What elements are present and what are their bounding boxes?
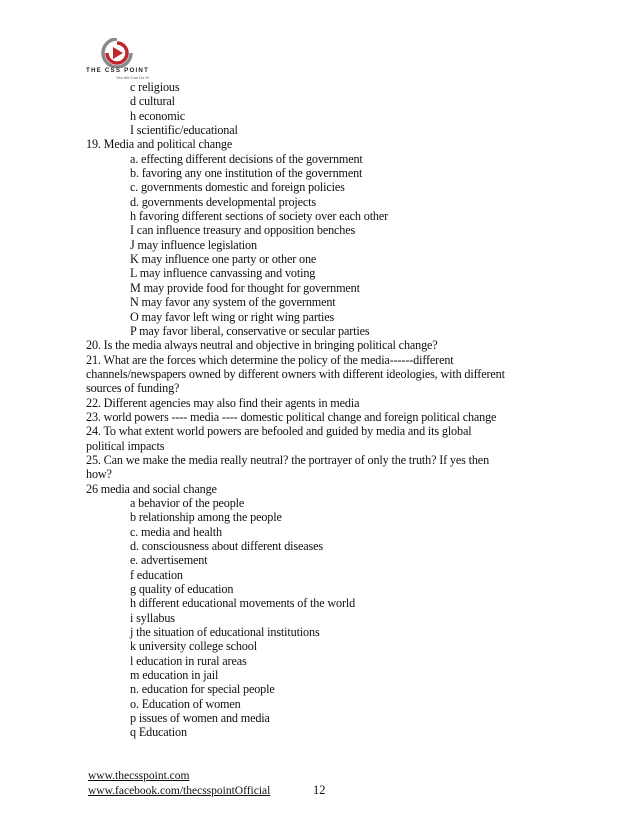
list-item: O may favor left wing or right wing parties	[130, 309, 335, 324]
list-item: q Education	[130, 725, 187, 740]
list-item: J may influence legislation	[130, 237, 257, 252]
list-item: h different educational movements of the world	[130, 596, 356, 611]
list-item: d. consciousness about different diseases	[130, 539, 323, 553]
section-line: 19. Media and political change	[86, 137, 233, 152]
list-item: d cultural	[130, 94, 175, 109]
list-item: f education	[130, 567, 183, 582]
list-item: k university college school	[130, 639, 257, 654]
list-item: M may provide food for thought for government	[130, 280, 360, 295]
list-item: b relationship among the people	[130, 510, 282, 525]
section-line: channels/newspapers owned by different owners with different ideologies, with different	[86, 366, 505, 381]
section-line: 20. Is the media always neutral and objective in bringing political change?	[86, 338, 438, 353]
list-item: c. media and health	[130, 524, 222, 539]
list-item: i syllabus	[130, 610, 175, 625]
document-body	[86, 80, 556, 740]
list-item: d. governments developmental projects	[130, 194, 317, 209]
list-item: K may influence one party or other one	[130, 252, 317, 267]
list-item: l education in rural areas	[130, 653, 247, 668]
logo-emblem-icon	[100, 38, 134, 68]
list-item: m education in jail	[130, 668, 219, 683]
page-number: 12	[313, 783, 326, 797]
list-item: n. education for special people	[130, 682, 275, 697]
footer-links	[88, 769, 270, 798]
logo-tagline: Yes We Can Do It!	[116, 75, 149, 80]
section-line: political impacts	[86, 438, 165, 453]
list-item: I scientific/educational	[130, 123, 238, 138]
section-line: sources of funding?	[86, 381, 180, 396]
section-line: 21. What are the forces which determine the policy of the media------different	[86, 352, 454, 367]
list-item: g quality of education	[130, 582, 234, 597]
list-item: N may favor any system of the government	[130, 295, 336, 310]
list-item: P may favor liberal, conservative or secular parties	[130, 323, 370, 338]
facebook-link[interactable]: www.facebook.com/thecsspointOfficial	[88, 784, 271, 797]
section-line: 26 media and social change	[86, 481, 217, 496]
section-line: 22. Different agencies may also find their agents in media	[86, 395, 360, 410]
list-item: j the situation of educational institutions	[130, 625, 320, 640]
section-line: 25. Can we make the media really neutral? the portrayer of only the truth? If yes then	[86, 452, 490, 467]
section-line: how?	[86, 467, 112, 482]
logo-brand-text: THE CSS POINT	[86, 67, 150, 74]
list-item: I can influence treasury and opposition benches	[130, 223, 356, 238]
list-item: c. governments domestic and foreign policies	[130, 180, 345, 195]
list-item: b. favoring any one institution of the government	[130, 166, 363, 181]
list-item: a. effecting different decisions of the government	[130, 151, 363, 166]
list-item: c religious	[130, 80, 180, 94]
website-link[interactable]: www.thecsspoint.com	[88, 770, 190, 782]
list-item: p issues of women and media	[130, 711, 270, 726]
list-item: h favoring different sections of society over each other	[130, 209, 389, 224]
list-item: L may influence canvassing and voting	[130, 266, 316, 281]
list-item: e. advertisement	[130, 553, 208, 568]
site-logo	[86, 38, 170, 86]
list-item: a behavior of the people	[130, 495, 245, 510]
list-item: o. Education of women	[130, 696, 241, 711]
list-item: h economic	[130, 108, 186, 123]
section-line: 23. world powers ---- media ---- domestic political change and foreign political change	[86, 409, 497, 424]
section-line: 24. To what extent world powers are befooled and guided by media and its global	[86, 424, 472, 439]
